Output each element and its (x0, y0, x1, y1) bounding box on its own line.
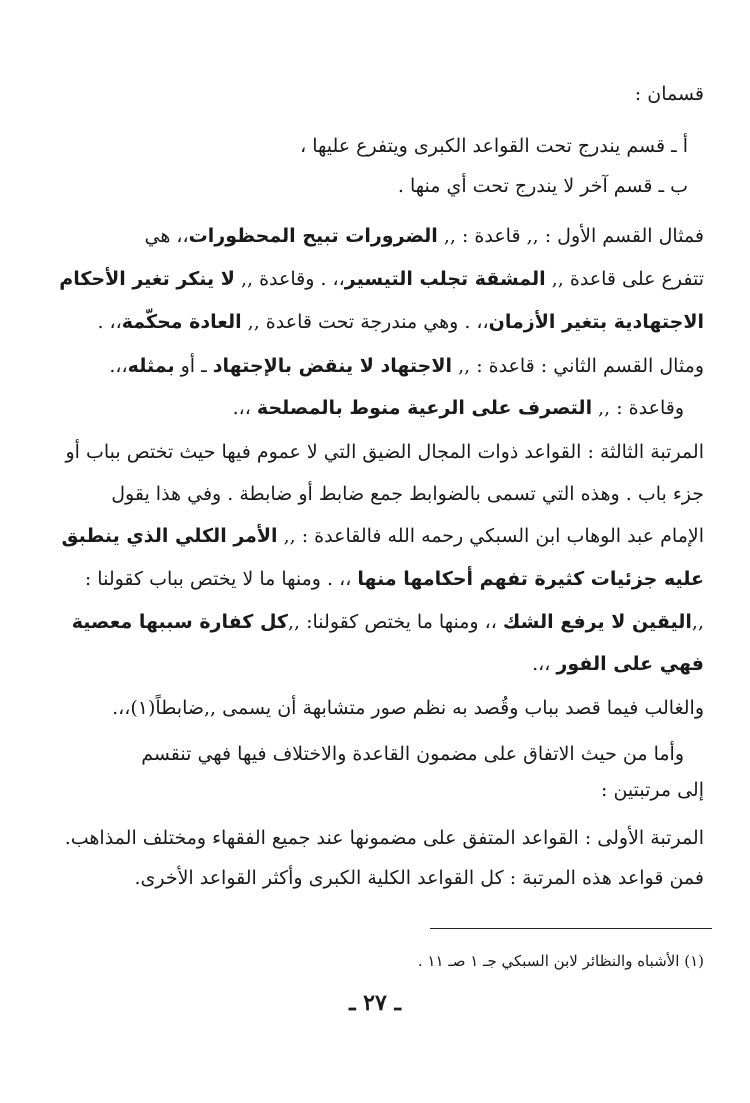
text-line-18: المرتبة الأولى : القواعد المتفق على مضمونها عند جميع الفقهاء ومختلف المذاهب. (64, 827, 704, 849)
text-line-7: ومثال القسم الثاني : قاعدة : ,, الاجتهاد لا ينقض بالإجتهاد ـ أو بمثله،،. (109, 355, 704, 377)
text-line-11: الإمام عبد الوهاب ابن السبكي رحمه الله فالقاعدة : ,, الأمر الكلي الذي ينطبق (61, 525, 704, 547)
text-line-5: تتفرع على قاعدة ,, المشقة تجلب التيسير،، . وقاعدة ,, لا ينكر تغير الأحكام (59, 268, 704, 290)
text-line-16: وأما من حيث الاتفاق على مضمون القاعدة والاختلاف فيها فهي تنقسم (141, 743, 684, 765)
text-line-19: فمن قواعد هذه المرتبة : كل القواعد الكلية الكبرى وأكثر القواعد الأخرى. (134, 867, 704, 889)
text-line-9: المرتبة الثالثة : القواعد ذوات المجال الضيق التي لا عموم فيها حيث تختص بباب أو (65, 441, 704, 463)
footnote-divider (430, 928, 712, 929)
footnote: (١) الأشباه والنظائر لابن السبكي جـ ١ صـ ١١ . (417, 952, 704, 970)
page-number: ـ ٢٧ ـ (349, 990, 401, 1016)
text-line-17: إلى مرتبتين : (601, 779, 704, 801)
text-line-13: ,,اليقين لا يرفع الشك ،، ومنها ما يختص كقولنا: ,,كل كفارة سببها معصية (71, 611, 704, 633)
text-line-10: جزء باب . وهذه التي تسمى بالضوابط جمع ضابط أو ضابطة . وفي هذا يقول (111, 483, 704, 505)
text-line-2: أ ـ قسم يندرج تحت القواعد الكبرى ويتفرع عليها ، (300, 135, 688, 157)
text-line-8: وقاعدة : ,, التصرف على الرعية منوط بالمصلحة ،،. (232, 397, 684, 419)
text-line-4: فمثال القسم الأول : ,, قاعدة : ,, الضرورات تبيح المحظورات،، هي (144, 225, 704, 247)
text-line-3: ب ـ قسم آخر لا يندرج تحت أي منها . (397, 175, 688, 197)
text-line-6: الاجتهادية بتغير الأزمان،، . وهي مندرجة تحت قاعدة ,, العادة محكّمة،، . (97, 311, 704, 333)
text-line-12: عليه جزئيات كثيرة تفهم أحكامها منها ،، . ومنها ما لا يختص بباب كقولنا : (84, 568, 704, 590)
text-line-1: قسمان : (634, 83, 704, 105)
text-line-15: والغالب فيما قصد بباب وقُصد به نظم صور متشابهة أن يسمى ,,ضابطاً(١)،،. (112, 697, 704, 719)
text-line-14: فهي على الفور ،،. (532, 653, 704, 675)
